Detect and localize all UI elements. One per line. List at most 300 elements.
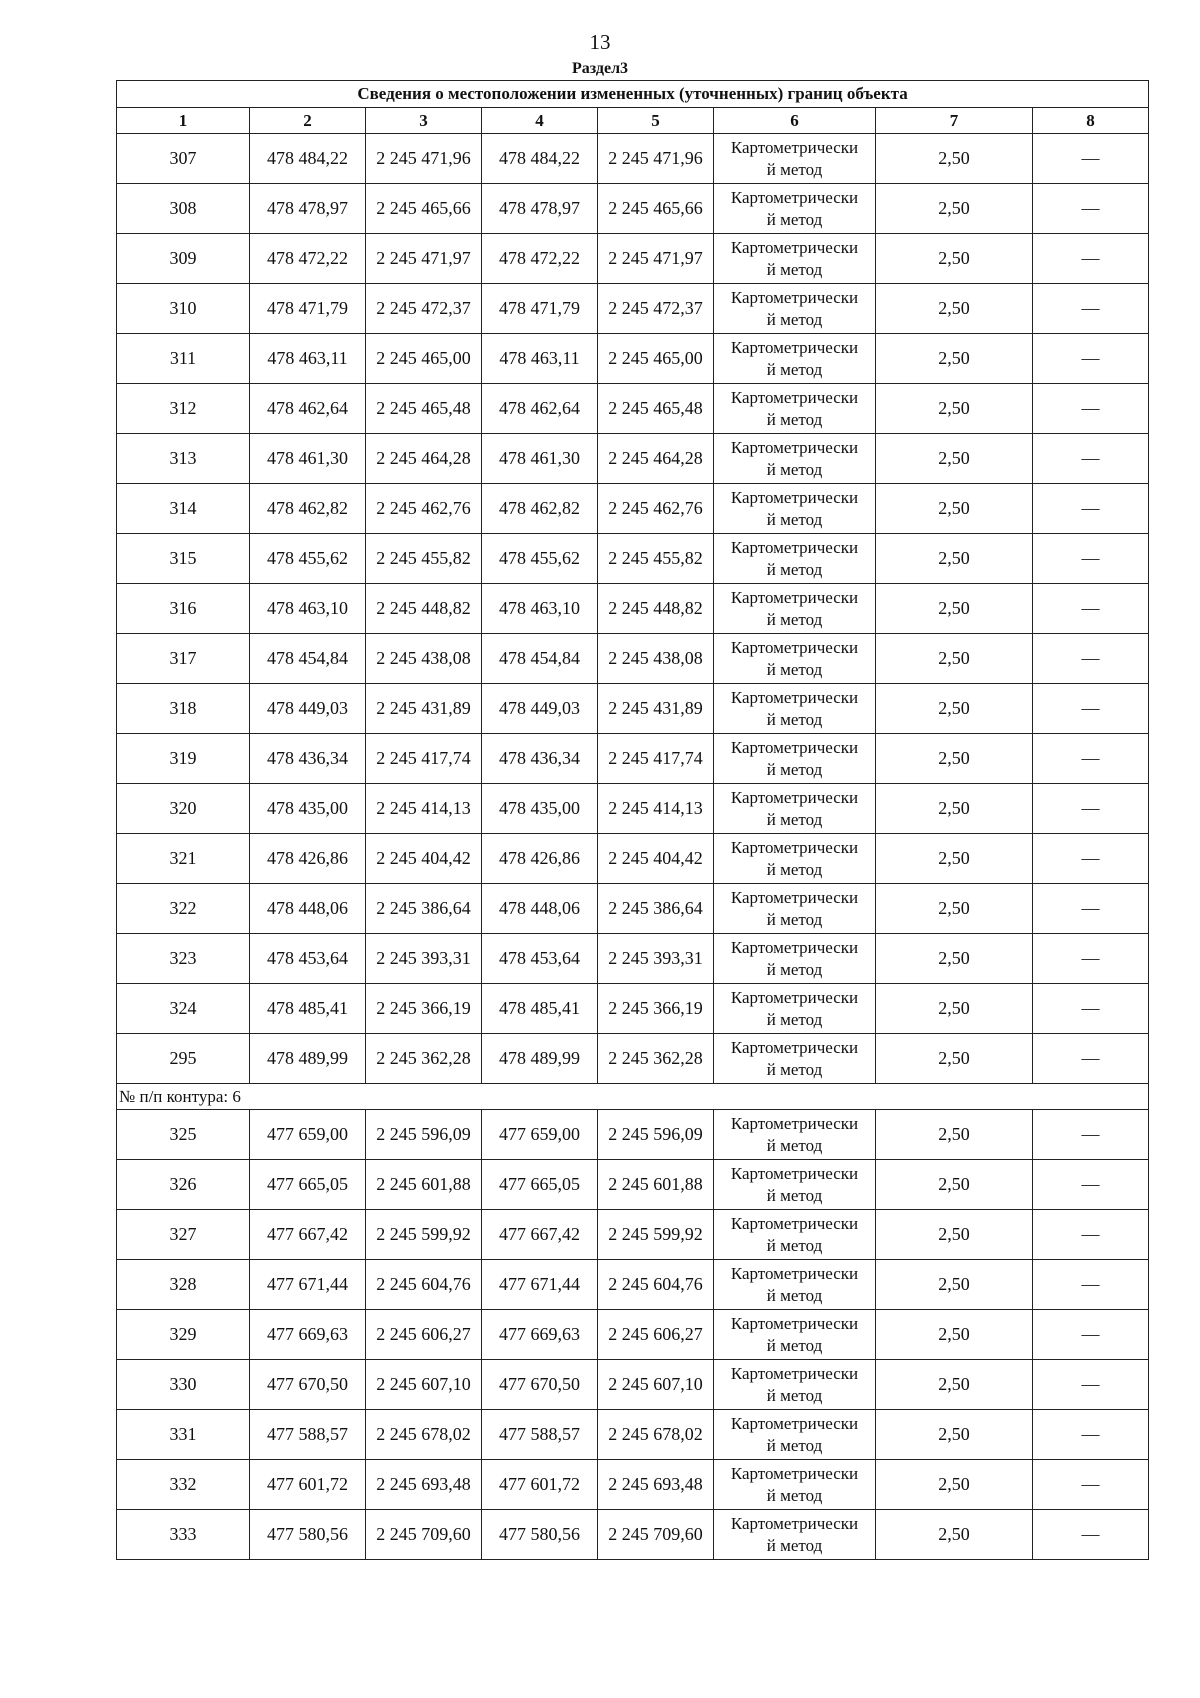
method-cell [714, 234, 876, 284]
description-cell: — [1033, 534, 1149, 584]
method-line: Картометрически [730, 587, 859, 607]
x-new-cell: 478 453,64 [482, 934, 598, 984]
method-cell [714, 934, 876, 984]
point-number-cell: 315 [117, 534, 250, 584]
table-row [117, 984, 1149, 1034]
accuracy-cell: 2,50 [876, 884, 1033, 934]
table-row [117, 834, 1149, 884]
method-line: й метод [766, 159, 823, 179]
method-line: й метод [766, 959, 823, 979]
accuracy-cell: 2,50 [876, 934, 1033, 984]
accuracy-cell: 2,50 [876, 1110, 1033, 1160]
description-cell: — [1033, 1034, 1149, 1084]
point-number-cell: 318 [117, 684, 250, 734]
y-new-cell: 2 245 596,09 [598, 1110, 714, 1160]
y-old-cell: 2 245 438,08 [366, 634, 482, 684]
y-new-cell: 2 245 465,66 [598, 184, 714, 234]
method-line: й метод [766, 1535, 823, 1555]
method-line: й метод [766, 709, 823, 729]
method-line: Картометрически [730, 1363, 859, 1383]
y-old-cell: 2 245 596,09 [366, 1110, 482, 1160]
method-line: Картометрически [730, 487, 859, 507]
table-row [117, 434, 1149, 484]
method-cell [714, 884, 876, 934]
point-number-cell: 308 [117, 184, 250, 234]
method-line: Картометрически [730, 787, 859, 807]
point-number-cell: 325 [117, 1110, 250, 1160]
table-row [117, 1034, 1149, 1084]
x-new-cell: 477 665,05 [482, 1160, 598, 1210]
method-line: й метод [766, 1059, 823, 1079]
accuracy-cell: 2,50 [876, 1460, 1033, 1510]
table-row [117, 1210, 1149, 1260]
y-old-cell: 2 245 366,19 [366, 984, 482, 1034]
y-old-cell: 2 245 464,28 [366, 434, 482, 484]
x-new-cell: 478 484,22 [482, 134, 598, 184]
method-cell [714, 784, 876, 834]
page-number: 13 [589, 30, 611, 54]
x-old-cell: 477 669,63 [250, 1310, 366, 1360]
method-cell [714, 1360, 876, 1410]
point-number-cell: 295 [117, 1034, 250, 1084]
x-new-cell: 477 670,50 [482, 1360, 598, 1410]
method-line: Картометрически [730, 987, 859, 1007]
method-line: Картометрически [730, 437, 859, 457]
method-line: Картометрически [730, 537, 859, 557]
x-new-cell: 478 455,62 [482, 534, 598, 584]
table-row [117, 1510, 1149, 1560]
y-new-cell: 2 245 599,92 [598, 1210, 714, 1260]
y-old-cell: 2 245 606,27 [366, 1310, 482, 1360]
method-line: Картометрически [730, 737, 859, 757]
x-old-cell: 478 455,62 [250, 534, 366, 584]
table-row [117, 1260, 1149, 1310]
x-old-cell: 477 671,44 [250, 1260, 366, 1310]
x-new-cell: 477 667,42 [482, 1210, 598, 1260]
point-number-cell: 322 [117, 884, 250, 934]
x-new-cell: 477 659,00 [482, 1110, 598, 1160]
y-old-cell: 2 245 472,37 [366, 284, 482, 334]
point-number-cell: 329 [117, 1310, 250, 1360]
table-row [117, 784, 1149, 834]
y-old-cell: 2 245 678,02 [366, 1410, 482, 1460]
point-number-cell: 330 [117, 1360, 250, 1410]
point-number-cell: 309 [117, 234, 250, 284]
y-new-cell: 2 245 471,97 [598, 234, 714, 284]
x-old-cell: 478 478,97 [250, 184, 366, 234]
point-number-cell: 327 [117, 1210, 250, 1260]
y-new-cell: 2 245 601,88 [598, 1160, 714, 1210]
method-line: Картометрически [730, 1463, 859, 1483]
method-cell [714, 1460, 876, 1510]
x-new-cell: 478 461,30 [482, 434, 598, 484]
method-cell [714, 334, 876, 384]
accuracy-cell: 2,50 [876, 634, 1033, 684]
accuracy-cell: 2,50 [876, 334, 1033, 384]
method-line: й метод [766, 1185, 823, 1205]
table-row [117, 1110, 1149, 1160]
table-row [117, 134, 1149, 184]
description-cell: — [1033, 1110, 1149, 1160]
column-number: 1 [117, 108, 250, 134]
accuracy-cell: 2,50 [876, 534, 1033, 584]
point-number-cell: 324 [117, 984, 250, 1034]
point-number-cell: 321 [117, 834, 250, 884]
description-cell: — [1033, 134, 1149, 184]
table-row [117, 734, 1149, 784]
x-new-cell: 477 671,44 [482, 1260, 598, 1310]
accuracy-cell: 2,50 [876, 1034, 1033, 1084]
x-new-cell: 478 448,06 [482, 884, 598, 934]
method-line: Картометрически [730, 1313, 859, 1333]
y-new-cell: 2 245 471,96 [598, 134, 714, 184]
method-cell [714, 284, 876, 334]
point-number-cell: 331 [117, 1410, 250, 1460]
method-line: й метод [766, 509, 823, 529]
point-number-cell: 326 [117, 1160, 250, 1210]
method-line: й метод [766, 859, 823, 879]
method-cell [714, 734, 876, 784]
x-old-cell: 477 670,50 [250, 1360, 366, 1410]
x-old-cell: 478 472,22 [250, 234, 366, 284]
section-title: Раздел3 [571, 60, 629, 77]
y-old-cell: 2 245 362,28 [366, 1034, 482, 1084]
method-line: й метод [766, 909, 823, 929]
point-number-cell: 317 [117, 634, 250, 684]
method-cell [714, 1260, 876, 1310]
y-new-cell: 2 245 604,76 [598, 1260, 714, 1310]
y-new-cell: 2 245 417,74 [598, 734, 714, 784]
point-number-cell: 313 [117, 434, 250, 484]
method-line: й метод [766, 1435, 823, 1455]
method-line: й метод [766, 1235, 823, 1255]
method-line: й метод [766, 1285, 823, 1305]
accuracy-cell: 2,50 [876, 684, 1033, 734]
table-body-contour-5 [117, 134, 1149, 1084]
y-new-cell: 2 245 438,08 [598, 634, 714, 684]
y-old-cell: 2 245 465,66 [366, 184, 482, 234]
description-cell: — [1033, 384, 1149, 434]
description-cell: — [1033, 934, 1149, 984]
accuracy-cell: 2,50 [876, 134, 1033, 184]
method-cell [714, 134, 876, 184]
y-old-cell: 2 245 448,82 [366, 584, 482, 634]
table-body-contour-6 [117, 1110, 1149, 1560]
x-new-cell: 477 669,63 [482, 1310, 598, 1360]
point-number-cell: 310 [117, 284, 250, 334]
boundary-table [116, 80, 1149, 1560]
table-row [117, 1160, 1149, 1210]
description-cell: — [1033, 284, 1149, 334]
y-old-cell: 2 245 404,42 [366, 834, 482, 884]
x-old-cell: 478 448,06 [250, 884, 366, 934]
method-line: Картометрически [730, 1037, 859, 1057]
point-number-cell: 319 [117, 734, 250, 784]
y-old-cell: 2 245 471,97 [366, 234, 482, 284]
method-line: Картометрически [730, 337, 859, 357]
description-cell: — [1033, 484, 1149, 534]
y-old-cell: 2 245 465,48 [366, 384, 482, 434]
x-old-cell: 478 463,10 [250, 584, 366, 634]
method-line: Картометрически [730, 387, 859, 407]
column-number-row [117, 108, 1149, 134]
point-number-cell: 316 [117, 584, 250, 634]
method-line: Картометрически [730, 1113, 859, 1133]
accuracy-cell: 2,50 [876, 1310, 1033, 1360]
y-old-cell: 2 245 414,13 [366, 784, 482, 834]
x-new-cell: 478 463,10 [482, 584, 598, 634]
method-line: Картометрически [730, 187, 859, 207]
method-cell [714, 1410, 876, 1460]
method-line: й метод [766, 1485, 823, 1505]
description-cell: — [1033, 184, 1149, 234]
x-old-cell: 478 435,00 [250, 784, 366, 834]
table-row [117, 634, 1149, 684]
method-line: й метод [766, 309, 823, 329]
accuracy-cell: 2,50 [876, 384, 1033, 434]
column-number: 5 [598, 108, 714, 134]
table-row [117, 534, 1149, 584]
description-cell: — [1033, 1260, 1149, 1310]
column-number: 3 [366, 108, 482, 134]
method-cell [714, 1160, 876, 1210]
point-number-cell: 312 [117, 384, 250, 434]
x-new-cell: 478 472,22 [482, 234, 598, 284]
method-line: Картометрически [730, 937, 859, 957]
method-line: Картометрически [730, 237, 859, 257]
method-line: й метод [766, 659, 823, 679]
method-line: Картометрически [730, 887, 859, 907]
point-number-cell: 328 [117, 1260, 250, 1310]
y-new-cell: 2 245 386,64 [598, 884, 714, 934]
table-row [117, 684, 1149, 734]
x-old-cell: 477 667,42 [250, 1210, 366, 1260]
accuracy-cell: 2,50 [876, 1260, 1033, 1310]
y-new-cell: 2 245 607,10 [598, 1360, 714, 1410]
x-new-cell: 478 485,41 [482, 984, 598, 1034]
table-row [117, 1410, 1149, 1460]
x-new-cell: 478 478,97 [482, 184, 598, 234]
table-row [117, 1310, 1149, 1360]
x-old-cell: 478 485,41 [250, 984, 366, 1034]
x-old-cell: 477 659,00 [250, 1110, 366, 1160]
x-new-cell: 478 449,03 [482, 684, 598, 734]
accuracy-cell: 2,50 [876, 734, 1033, 784]
x-new-cell: 478 462,64 [482, 384, 598, 434]
y-new-cell: 2 245 404,42 [598, 834, 714, 884]
y-old-cell: 2 245 393,31 [366, 934, 482, 984]
y-old-cell: 2 245 601,88 [366, 1160, 482, 1210]
accuracy-cell: 2,50 [876, 1510, 1033, 1560]
accuracy-cell: 2,50 [876, 1410, 1033, 1460]
y-new-cell: 2 245 455,82 [598, 534, 714, 584]
method-cell [714, 584, 876, 634]
method-cell [714, 1110, 876, 1160]
y-old-cell: 2 245 386,64 [366, 884, 482, 934]
accuracy-cell: 2,50 [876, 1160, 1033, 1210]
y-old-cell: 2 245 693,48 [366, 1460, 482, 1510]
table-row [117, 184, 1149, 234]
accuracy-cell: 2,50 [876, 1360, 1033, 1410]
x-old-cell: 478 463,11 [250, 334, 366, 384]
method-line: й метод [766, 809, 823, 829]
y-new-cell: 2 245 472,37 [598, 284, 714, 334]
x-old-cell: 478 462,82 [250, 484, 366, 534]
table-row [117, 884, 1149, 934]
contour-label: № п/п контура: 6 [117, 1084, 1149, 1110]
accuracy-cell: 2,50 [876, 834, 1033, 884]
y-new-cell: 2 245 362,28 [598, 1034, 714, 1084]
method-line: й метод [766, 1385, 823, 1405]
method-line: Картометрически [730, 287, 859, 307]
x-old-cell: 478 449,03 [250, 684, 366, 734]
y-new-cell: 2 245 366,19 [598, 984, 714, 1034]
method-cell [714, 1510, 876, 1560]
point-number-cell: 332 [117, 1460, 250, 1510]
method-line: й метод [766, 609, 823, 629]
description-cell: — [1033, 1510, 1149, 1560]
y-old-cell: 2 245 417,74 [366, 734, 482, 784]
y-new-cell: 2 245 678,02 [598, 1410, 714, 1460]
x-new-cell: 478 471,79 [482, 284, 598, 334]
accuracy-cell: 2,50 [876, 584, 1033, 634]
method-line: й метод [766, 759, 823, 779]
table-row [117, 334, 1149, 384]
method-line: Картометрически [730, 687, 859, 707]
x-new-cell: 478 435,00 [482, 784, 598, 834]
method-line: й метод [766, 1135, 823, 1155]
description-cell: — [1033, 834, 1149, 884]
method-line: й метод [766, 1335, 823, 1355]
description-cell: — [1033, 1360, 1149, 1410]
accuracy-cell: 2,50 [876, 284, 1033, 334]
method-cell [714, 984, 876, 1034]
table-row [117, 1360, 1149, 1410]
accuracy-cell: 2,50 [876, 784, 1033, 834]
point-number-cell: 311 [117, 334, 250, 384]
contour-separator [117, 1084, 1149, 1110]
y-old-cell: 2 245 431,89 [366, 684, 482, 734]
x-old-cell: 478 426,86 [250, 834, 366, 884]
column-number: 6 [714, 108, 876, 134]
method-line: Картометрически [730, 1263, 859, 1283]
column-number: 7 [876, 108, 1033, 134]
accuracy-cell: 2,50 [876, 984, 1033, 1034]
x-new-cell: 477 601,72 [482, 1460, 598, 1510]
y-old-cell: 2 245 709,60 [366, 1510, 482, 1560]
column-number: 2 [250, 108, 366, 134]
y-old-cell: 2 245 455,82 [366, 534, 482, 584]
description-cell: — [1033, 884, 1149, 934]
description-cell: — [1033, 1210, 1149, 1260]
x-new-cell: 478 462,82 [482, 484, 598, 534]
method-cell [714, 684, 876, 734]
table-row [117, 584, 1149, 634]
y-new-cell: 2 245 465,00 [598, 334, 714, 384]
description-cell: — [1033, 684, 1149, 734]
y-old-cell: 2 245 599,92 [366, 1210, 482, 1260]
y-new-cell: 2 245 464,28 [598, 434, 714, 484]
x-old-cell: 478 462,64 [250, 384, 366, 434]
x-new-cell: 477 580,56 [482, 1510, 598, 1560]
y-new-cell: 2 245 393,31 [598, 934, 714, 984]
x-new-cell: 478 463,11 [482, 334, 598, 384]
description-cell: — [1033, 334, 1149, 384]
method-line: Картометрически [730, 637, 859, 657]
x-old-cell: 478 454,84 [250, 634, 366, 684]
method-line: й метод [766, 259, 823, 279]
accuracy-cell: 2,50 [876, 434, 1033, 484]
method-cell [714, 1310, 876, 1360]
y-old-cell: 2 245 465,00 [366, 334, 482, 384]
y-old-cell: 2 245 471,96 [366, 134, 482, 184]
x-old-cell: 478 471,79 [250, 284, 366, 334]
x-old-cell: 477 665,05 [250, 1160, 366, 1210]
x-old-cell: 478 436,34 [250, 734, 366, 784]
method-cell [714, 634, 876, 684]
method-line: Картометрически [730, 1213, 859, 1233]
method-cell [714, 534, 876, 584]
y-old-cell: 2 245 607,10 [366, 1360, 482, 1410]
description-cell: — [1033, 434, 1149, 484]
y-new-cell: 2 245 431,89 [598, 684, 714, 734]
description-cell: — [1033, 784, 1149, 834]
y-new-cell: 2 245 606,27 [598, 1310, 714, 1360]
point-number-cell: 333 [117, 1510, 250, 1560]
method-line: Картометрически [730, 1513, 859, 1533]
x-new-cell: 478 436,34 [482, 734, 598, 784]
y-new-cell: 2 245 693,48 [598, 1460, 714, 1510]
description-cell: — [1033, 1310, 1149, 1360]
x-new-cell: 478 489,99 [482, 1034, 598, 1084]
column-number: 4 [482, 108, 598, 134]
method-line: й метод [766, 559, 823, 579]
description-cell: — [1033, 1460, 1149, 1510]
method-cell [714, 1034, 876, 1084]
x-old-cell: 478 461,30 [250, 434, 366, 484]
point-number-cell: 314 [117, 484, 250, 534]
point-number-cell: 307 [117, 134, 250, 184]
method-line: й метод [766, 209, 823, 229]
description-cell: — [1033, 734, 1149, 784]
table-row [117, 484, 1149, 534]
method-line: й метод [766, 1009, 823, 1029]
x-old-cell: 477 580,56 [250, 1510, 366, 1560]
y-old-cell: 2 245 604,76 [366, 1260, 482, 1310]
method-cell [714, 184, 876, 234]
method-line: Картометрически [730, 837, 859, 857]
x-old-cell: 477 601,72 [250, 1460, 366, 1510]
y-new-cell: 2 245 465,48 [598, 384, 714, 434]
method-cell [714, 484, 876, 534]
description-cell: — [1033, 984, 1149, 1034]
column-number: 8 [1033, 108, 1149, 134]
accuracy-cell: 2,50 [876, 1210, 1033, 1260]
accuracy-cell: 2,50 [876, 234, 1033, 284]
description-cell: — [1033, 1410, 1149, 1460]
method-line: й метод [766, 459, 823, 479]
table-row [117, 934, 1149, 984]
method-line: Картометрически [730, 137, 859, 157]
y-new-cell: 2 245 448,82 [598, 584, 714, 634]
y-old-cell: 2 245 462,76 [366, 484, 482, 534]
description-cell: — [1033, 634, 1149, 684]
method-cell [714, 834, 876, 884]
method-cell [714, 1210, 876, 1260]
x-old-cell: 478 484,22 [250, 134, 366, 184]
y-new-cell: 2 245 414,13 [598, 784, 714, 834]
point-number-cell: 320 [117, 784, 250, 834]
